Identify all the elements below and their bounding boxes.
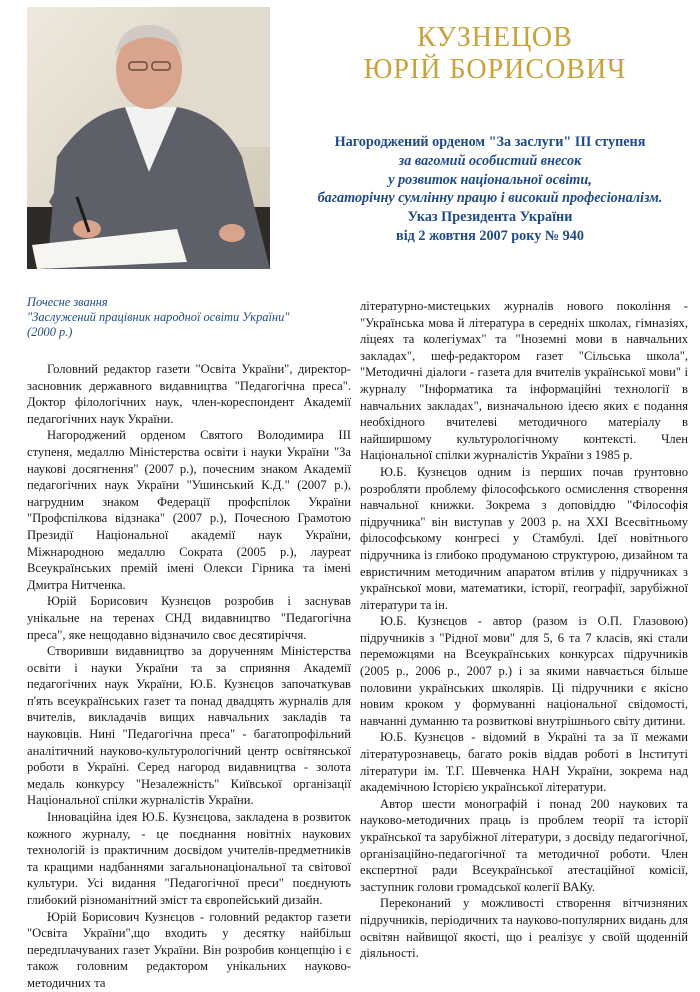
person-name <box>300 22 690 86</box>
paragraph: Ю.Б. Кузнєцов - відомий в Україні та за її межами літературознавець, багато років віддав роботі в Інституті літератури ім. Т.Г. Шевченка НАН України, зокрема над академічною Історією української літератури. <box>360 730 688 795</box>
paragraph: Головний редактор газети "Освіта України", директор-засновник державного видавництва "Педагогічна преса". Доктор філологічних наук, член-кореспондент Академії педагогічних наук України. <box>27 362 351 426</box>
paragraph: Створивши видавництво за дорученням Міністерства освіти і науки України та за сприяння Академії педагогічних наук України, Ю.Б. Кузнєцов започаткував п'ять всеукраїнських газет та понад двадцять журналів для вчителів, викладачів вищих навчальних закладів та науковців. Нині "Педагогічна преса" - багатопрофільний аналітичний науково-культурологічний центр освітянської роботи в Україні. Серед нагород видавництва - золота медаль конкурсу "Незалежність" Київської організації Національної спілки журналістів України. <box>27 644 351 808</box>
award-line: Указ Президента України <box>407 209 573 226</box>
paragraph: Ю.Б. Кузнєцов - автор (разом із О.П. Глазовою) підручників з "Рідної мови" для 5, 6 та 7 класів, які стали переможцями на Всеукраїнських конкурсах підручників (2005 р., 2006 р., 2007 р.) і за якими навчається більше половини українських школярів. Ці підручники є якісно новим кроком у формуванні національної свідомості, навчанні думанню та розвиткові внутрішнього світу дитини. <box>360 614 688 728</box>
honorary-title-name: "Заслужений працівник народної освіти України" <box>27 309 290 324</box>
paragraph: Юрій Борисович Кузнєцов - головний редактор газети "Освіта України",що входить у десятку найбільш передплачуваних газет України. Він розробив концепцію і є також головним редактором унікальних науково-методичних та <box>27 909 351 990</box>
honorary-title-label: Почесне звання <box>27 295 108 309</box>
paragraph: Нагороджений орденом Святого Володимира III ступеня, медаллю Міністерства освіти і науки України "За наукові досягнення" (2007 р.), почесним знаком Академії педагогічних наук України "Ушинський К.Д." (2007 р.), нагрудним знаком Федерації профспілок України "Профспілкова відзнака" (2007 р.), Почесною Грамотою Президії Національної академії наук України, Міжнародною медаллю Сократа (2005 р.), лауреат Всеукраїнських премій імені Олекси Гірника та імені Дмитра Нитченка. <box>27 428 351 592</box>
paragraph: Автор шести монографій і понад 200 наукових та науково-методичних праць із проблем теорії та історії української та зарубіжної літератури, з досвіду педагогічної, організаційно-педагогічної та методичної роботи. Член експертної ради Всеукраїнської атестаційної комісії, заступник голови громадської колегії ВАКу. <box>360 796 688 894</box>
portrait-photo <box>27 7 270 269</box>
honorary-title-year: (2000 р.) <box>27 324 73 339</box>
text-column-right <box>360 298 688 962</box>
award-line: у розвиток національної освіти, <box>388 171 592 188</box>
award-line: Нагороджений орденом "За заслуги" III ступеня <box>334 134 646 150</box>
paragraph: Інноваційна ідея Ю.Б. Кузнєцова, закладена в розвиток кожного журналу, - це поєднання новітніх наукових технологій із практичним досвідом учителів-предметників та кращими надбаннями загальнонаціональної та світової культури. Усі видання "Педагогічної преси" поєднують глибокий різноманітний зміст та європейський дизайн. <box>27 810 351 907</box>
name-given: ЮРІЙ БОРИСОВИЧ <box>363 54 627 85</box>
award-line: за вагомий особистий внесок <box>398 152 582 169</box>
text-column-left <box>27 361 351 992</box>
honorary-title <box>27 295 347 339</box>
name-surname: КУЗНЕЦОВ <box>417 22 573 53</box>
paragraph: літературно-мистецьких журналів нового покоління - "Українська мова й література в середніх школах, гімназіях, ліцеях та колегіумах" та "Іноземні мови в навчальних закладах", шеф-редактором газет "Сільська школа", "Методичні діалоги - газета для вчителів української мови" і журналу "Інформатика та інформаційні технології в навчальних закладах", визначальною ідеєю яких є подання необхідного вчителеві методичного матеріалу в найширшому культурологічному контексті. Член Національної спілки журналістів України з 1985 р. <box>360 299 688 463</box>
paragraph: Ю.Б. Кузнєцов одним із перших почав ґрунтовно розробляти проблему філософського осмислення створення навчальної книжки. Зокрема з доповіддю "Філософія підручника" він виступав у 2003 р. на XXI Всесвітньому філософському конгресі у Стамбулі. Ідеї новітнього підручника із глибоко продуманою структурою, дизайном та евристичним методичним апаратом втілив у підручниках з української мови, математики, історії, географії, зарубіжної літератури та ін. <box>360 464 688 612</box>
award-block <box>290 133 690 246</box>
paragraph: Переконаний у можливості створення вітчизняних підручників, періодичних та науково-популярних видань для освітян найвищої якості, що і реалізує у своїй щоденній діяльності. <box>360 896 688 961</box>
award-line: від 2 жовтня 2007 року № 940 <box>396 227 584 244</box>
award-line: багаторічну сумлінну працю і високий професіоналізм. <box>317 190 663 207</box>
paragraph: Юрій Борисович Кузнєцов розробив і заснував унікальне на теренах СНД видавництво "Педагогічна преса", яке нещодавно відзначило своє десятиріччя. <box>27 594 351 642</box>
